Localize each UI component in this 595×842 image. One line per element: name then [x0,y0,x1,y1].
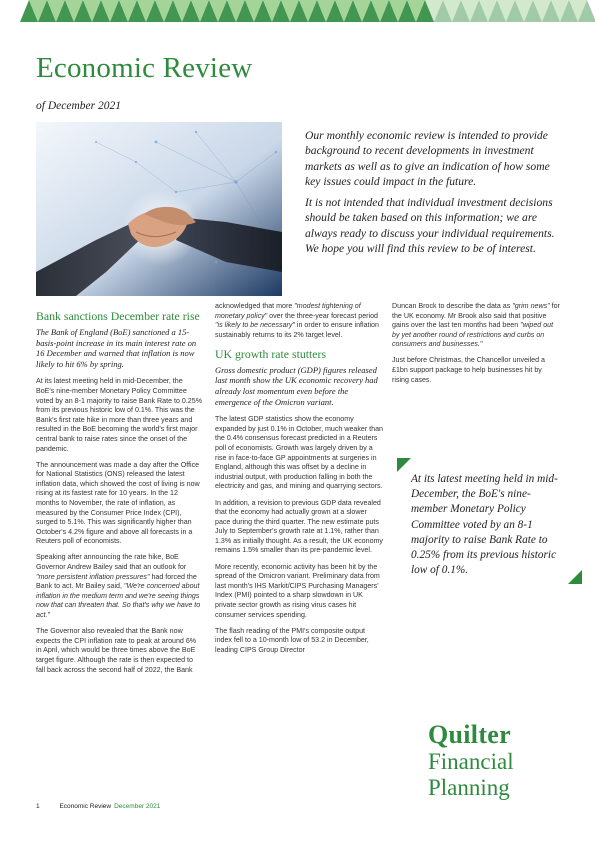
page-title: Economic Review [36,52,253,84]
footer-label: Economic Review December 2021 [59,803,161,810]
article-heading: Bank sanctions December rate rise [36,309,200,323]
article-paragraph: Speaking after announcing the rate hike, BoE Governor Andrew Bailey said that an outlook for "more persistent inflation pressures" had forced the Bank to act. Mr Bailey said, "We're concerned about inflation in the medium term and we're seeing things now that can threaten that. So that's why we have to act." [36,553,201,620]
intro-text [305,128,560,262]
article-paragraph: Just before Christmas, the Chancellor unveiled a £1bn support package to help businesses hit by rising cases. [392,356,545,384]
logo-line: Financial [428,749,514,774]
pull-quote-corner-icon [397,458,411,472]
header-triangle-pattern [0,0,595,22]
article-column-2 [215,302,383,662]
article-column-3 [392,302,560,392]
article-column-1 [36,309,202,682]
pull-quote: At its latest meeting held in mid-December, the BoE's nine-member Monetary Policy Committee voted by an 8-1 majority to raise Bank Rate to 0.25% from its previous historic low of 0.1%. [411,473,558,577]
handshake-image [36,122,282,296]
footer-date: December 2021 [114,803,161,810]
article-paragraph: The announcement was made a day after the Office for National Statistics (ONS) released the latest inflation data, which showed the cost of living is now rising at its fastest rate for 10 years. In the 12 months to November, the rate of inflation, as measured by the Consumer Price Index (CPI), surged to 5.1%. This was significantly higher than October's 4.2% figure and above all forecasts in a Reuters poll of economists. [36,460,200,546]
quilter-logo [428,722,568,800]
page-footer [36,803,178,810]
logo-line: Quilter [428,720,511,749]
article-heading: UK growth rate stutters [215,346,327,361]
article-lead: The Bank of England (BoE) sanctioned a 15-basis-point increase in its main interest rate on 16 December and warned that inflation is now likely to hit 6% by spring. [36,327,197,369]
article-paragraph: More recently, economic activity has been hit by the spread of the Omicron variant. Preliminary data from last month's IHS Markit/CIPS Purchasing Managers' Index (PMI) pointed to a sharp slowdown in UK private sector growth as rising virus cases hit consumer services spending. [215,562,380,619]
article-paragraph: Duncan Brock to describe the data as "grim news" for the UK economy. Mr Brook also said that positive gains over the last ten months had been "wiped out by yet another round of restrictions and curbs on consumers and businesses." [392,302,560,349]
article-paragraph: The latest GDP statistics show the economy expanded by just 0.1% in October, much weaker than the 0.4% consensus forecast predicted in a Reuters poll of economists. Growth was largely driven by a rise in face-to-face GP appointments at surgeries in England, although this was offset by a decline in industrial output, with production falling in both the electricity and gas, and mining and quarrying sectors. [215,415,383,491]
article-paragraph: The flash reading of the PMI's composite output index fell to a 10-month low of 53.2 in December, leading CIPS Group Director [215,626,369,654]
logo-line: Planning [428,775,510,800]
article-paragraph: In addition, a revision to previous GDP data revealed that the economy had actually grown at a slower pace during the third quarter. The new estimate puts July to September's growth rate at 1.1%, rather than 1.3% as initially thought. As a result, the UK economy remains 1.5% smaller than its pre-pandemic level. [215,498,383,555]
page-number: 1 [36,803,40,810]
pull-quote-corner-icon [568,570,582,584]
article-lead: Gross domestic product (GDP) figures released last month show the UK economic recovery had already lost momentum even before the emergence of the Omicron variant. [215,364,378,407]
article-paragraph: The Governor also revealed that the Bank now expects the CPI inflation rate to peak at around 6% in April, which would be three times above the BoE target figure. Although the rate is then expected to fall back across the second half of 2022, the Bank [36,627,197,674]
article-paragraph: acknowledged that more "modest tightening of monetary policy" over the three-year forecast period "is likely to be necessary" in order to ensure inflation sustainably returns to its 2% target level. [215,302,379,339]
intro-paragraph: It is not intended that individual investment decisions should be taken based on this information; we are always ready to discuss your individual requirements. We hope you will find this review to be of interest. [305,196,555,256]
article-paragraph: At its latest meeting held in mid-December, the BoE's nine-member Monetary Policy Committee voted by an 8-1 majority to raise Bank Rate to 0.25% from its previous historic low of 0.1%. This was the Bank's first rate hike in more than three years and resulted in the BoE becoming the world's first major central bank to raise rates since the onset of the pandemic. [36,377,203,453]
issue-date: of December 2021 [36,100,121,112]
intro-paragraph: Our monthly economic review is intended to provide background to recent developments in investment markets as well as to give an indication of how some key issues could impact in the future. [305,129,550,188]
